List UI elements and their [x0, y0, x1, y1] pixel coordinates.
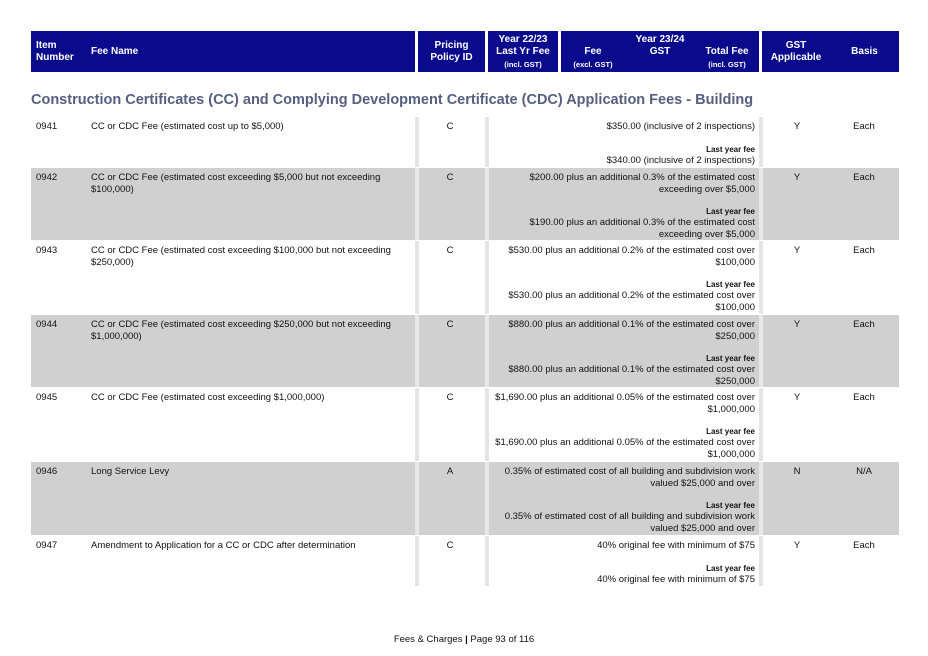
fee-cell [493, 319, 755, 387]
fee-name: CC or CDC Fee (estimated cost exceeding $250,000 but not exceeding $1,000,000) [91, 319, 391, 342]
basis-value: Each [853, 392, 875, 403]
basis-value: Each [853, 540, 875, 551]
fee-cell [493, 121, 755, 166]
last-year-fee-value: 0.35% of estimated cost of all building and subdivision work valued $25,000 and over [504, 511, 755, 534]
fee-cell [493, 172, 755, 240]
item-number: 0947 [36, 540, 58, 551]
header-last-yr-fee: Last Yr Fee [496, 46, 550, 57]
last-year-fee-label: Last year fee [706, 427, 755, 436]
gst-applicable-value: Y [793, 319, 801, 330]
header-pricing-line1: Pricing [434, 40, 469, 51]
item-number: 0944 [36, 319, 58, 330]
item-number: 0943 [36, 245, 58, 256]
item-number: 0942 [36, 172, 58, 183]
fee-cell [493, 466, 755, 534]
footer-page-number: Page 93 of 116 [470, 634, 535, 645]
header-year-curr [561, 31, 759, 72]
header-gst: GST [649, 46, 671, 57]
section-title: Construction Certificates (CC) and Complying Development Certificate (CDC) Application Fees - Building [31, 92, 754, 108]
pricing-policy-value: C [446, 319, 454, 330]
fee-value: $530.00 plus an additional 0.2% of the estimated cost over $100,000 [508, 245, 755, 268]
last-year-fee-label: Last year fee [706, 354, 755, 363]
gst-applicable-value: Y [793, 540, 801, 551]
fee-name: CC or CDC Fee (estimated cost exceeding $5,000 but not exceeding $100,000) [91, 172, 381, 195]
last-year-fee-value: $190.00 plus an additional 0.3% of the estimated cost exceeding over $5,000 [529, 217, 755, 240]
fee-value: 40% original fee with minimum of $75 [597, 540, 755, 551]
fee-value: $350.00 (inclusive of 2 inspections) [606, 121, 755, 132]
fee-cell [493, 245, 755, 313]
last-year-fee-value: $340.00 (inclusive of 2 inspections) [606, 154, 755, 166]
pricing-policy-value: C [446, 392, 454, 403]
item-number: 0941 [36, 121, 58, 132]
fee-value: $200.00 plus an additional 0.3% of the estimated cost exceeding over $5,000 [529, 172, 755, 195]
header-gst-applicable [762, 31, 830, 72]
header-basis [830, 31, 899, 72]
header-pricing-line2: Policy ID [430, 52, 473, 63]
last-year-fee-value: $530.00 plus an additional 0.2% of the estimated cost over $100,000 [508, 290, 755, 313]
last-year-fee-label: Last year fee [706, 563, 755, 573]
gst-applicable-value: Y [793, 245, 801, 256]
header-pricing-policy [418, 31, 485, 72]
header-total-incl-gst: (incl. GST) [708, 60, 746, 69]
fee-value: $1,690.00 plus an additional 0.05% of the estimated cost over $1,000,000 [495, 392, 755, 415]
header-fee: Fee [584, 46, 602, 57]
fee-cell [493, 392, 755, 460]
pricing-policy-value: A [446, 466, 454, 477]
basis-value: Each [853, 121, 875, 132]
pricing-policy-value: C [446, 245, 454, 256]
last-year-fee-label: Last year fee [706, 207, 755, 216]
header-fee-excl-gst: (excl. GST) [573, 60, 613, 69]
fee-name: Long Service Levy [91, 466, 170, 477]
header-year-prev [488, 31, 558, 72]
header-total-fee: Total Fee [705, 46, 749, 57]
header-gst-applicable-line1: GST [785, 40, 807, 51]
table-row [31, 536, 899, 586]
last-year-fee-value: 40% original fee with minimum of $75 [597, 573, 755, 585]
header-item-number-line1: Item [36, 40, 57, 51]
page-footer [0, 634, 928, 645]
table-row [31, 117, 899, 167]
fee-name: Amendment to Application for a CC or CDC after determination [91, 540, 356, 551]
pricing-policy-value: C [446, 540, 454, 551]
basis-value: N/A [856, 466, 872, 477]
gst-applicable-value: Y [793, 392, 801, 403]
last-year-fee-label: Last year fee [706, 501, 755, 510]
last-year-fee-value: $880.00 plus an additional 0.1% of the estimated cost over $250,000 [508, 364, 755, 387]
table-row [31, 388, 899, 461]
header-item-fee-name [31, 31, 415, 72]
fee-value: $880.00 plus an additional 0.1% of the estimated cost over $250,000 [508, 319, 755, 342]
header-fee-name: Fee Name [91, 46, 139, 57]
gst-applicable-value: Y [793, 172, 801, 183]
table-row [31, 168, 899, 240]
item-number: 0945 [36, 392, 58, 403]
basis-value: Each [853, 172, 875, 183]
gst-applicable-value: N [793, 466, 801, 477]
fee-name: CC or CDC Fee (estimated cost exceeding $100,000 but not exceeding $250,000) [91, 245, 391, 268]
last-year-fee-value: $1,690.00 plus an additional 0.05% of the estimated cost over $1,000,000 [495, 437, 755, 460]
header-item-number-line2: Number [36, 52, 74, 63]
table-row [31, 241, 899, 314]
basis-value: Each [853, 245, 875, 256]
gst-applicable-value: Y [793, 121, 801, 132]
pricing-policy-value: C [446, 172, 454, 183]
last-year-fee-label: Last year fee [706, 144, 755, 154]
fee-cell [493, 540, 755, 585]
basis-value: Each [853, 319, 875, 330]
fee-value: 0.35% of estimated cost of all building and subdivision work valued $25,000 and over [504, 466, 755, 489]
footer-separator: | [465, 634, 468, 645]
header-basis-label: Basis [851, 46, 878, 57]
header-year-curr-label: Year 23/24 [635, 34, 685, 45]
fee-name: CC or CDC Fee (estimated cost exceeding $1,000,000) [91, 392, 325, 403]
footer-title: Fees & Charges [393, 634, 463, 645]
header-gst-applicable-line2: Applicable [770, 52, 822, 63]
header-last-yr-incl-gst: (incl. GST) [504, 60, 542, 69]
item-number: 0946 [36, 466, 58, 477]
table-row [31, 462, 899, 535]
header-year-prev-label: Year 22/23 [498, 34, 548, 45]
table-row [31, 315, 899, 387]
pricing-policy-value: C [446, 121, 454, 132]
fee-name: CC or CDC Fee (estimated cost up to $5,000) [91, 121, 284, 132]
last-year-fee-label: Last year fee [706, 280, 755, 289]
